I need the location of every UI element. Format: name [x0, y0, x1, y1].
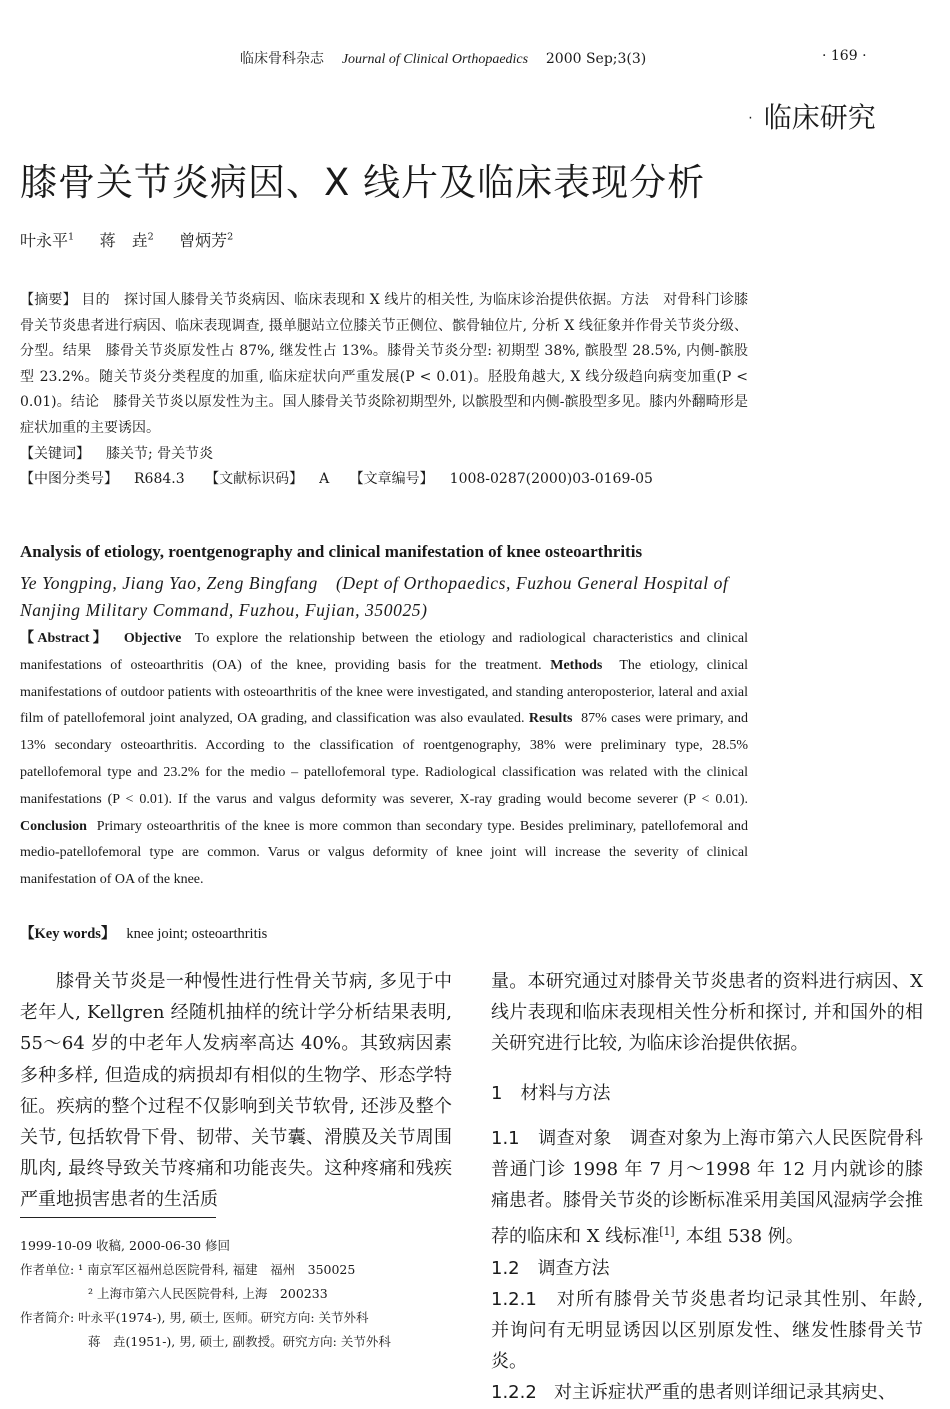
author-affiliation-mark: 2: [147, 231, 154, 243]
abstract-cn: [20, 288, 748, 493]
keywords-en-label: 【Key words】: [20, 926, 116, 942]
classification-line: [20, 467, 748, 493]
author-name: 蒋 垚: [99, 231, 148, 250]
subsection-number: 1.2.1: [491, 1288, 537, 1310]
abstract-cn-label: 【摘要】: [20, 292, 77, 308]
methods-label: Methods: [550, 657, 603, 673]
keywords-en: [20, 922, 267, 943]
subsection-text-end: , 本组 538 例。: [674, 1226, 804, 1248]
objective-text: To explore the relationship between the etiology and radiological characteristics and clinical manifestations of osteoarthritis (OA) of the knee, providing basis for the treatment.: [20, 631, 749, 673]
subsection-heading: 1.1 调查对象: [491, 1127, 612, 1149]
footnotes: [20, 1234, 460, 1354]
journal-citation: [240, 48, 646, 68]
author-list: [20, 228, 233, 251]
abstract-en: [20, 626, 748, 894]
journal-name-cn: 临床骨科杂志: [240, 51, 324, 67]
doc-code-value: A: [319, 471, 330, 488]
keywords-cn: [20, 442, 748, 468]
author-unit: ² 上海市第六人民医院骨科, 上海 200233: [88, 1286, 328, 1301]
subsection-1-1: [491, 1123, 923, 1253]
results-text: 87% cases were primary, and 13% secondary osteoarthritis. According to the classification of roentgenography, 38% were preliminary type, 28.5% patellofemoral type and 23.2% for the medio – patellofemoral type. Radiological classification was related with the clinical manifestations (P < 0.01). If the varus and valgus deformity was severer, X-ray grading would become severer (P < 0.01).: [20, 711, 749, 807]
article-id-label: 【文章编号】: [349, 471, 434, 488]
citation-ref: [1]: [659, 1225, 675, 1239]
author-affiliation-mark: 1: [68, 231, 75, 243]
keywords-en-text: knee joint; osteoarthritis: [126, 926, 268, 942]
paper-title: 膝骨关节炎病因、X 线片及临床表现分析: [20, 161, 706, 204]
conclusion-text: Primary osteoarthritis of the knee is more common than secondary type. Besides preliminary, patellofemoral and medio-patellofemoral type are common. Varus or valgus deformity of knee joint will increase the severity of clinical manifestation of OA of the knee.: [20, 818, 748, 888]
body-right-column: [491, 966, 923, 1409]
page-number: · 169 ·: [822, 48, 867, 64]
subsection-heading: 1.2 调查方法: [491, 1257, 610, 1279]
keywords-cn-label: 【关键词】: [20, 445, 90, 462]
subsection-text: 对主诉症状严重的患者则详细记录其病史、: [553, 1382, 896, 1404]
running-header: [0, 48, 950, 72]
author-unit: 作者单位: ¹ 南京军区福州总医院骨科, 福建 福州 350025: [20, 1262, 356, 1277]
methods-text: The etiology, clinical manifestations of outdoor patients with osteoarthritis of the knee were investigated, and standing anteroposterior, lateral and axial film of patellofemoral joint analyzed, OA grading, and classification was also evaulated.: [20, 657, 749, 727]
author-name: 曾炳芳: [179, 231, 228, 250]
subsection-text: 调查对象为上海市第六人民医院骨科普通门诊 1998 年 7 月～1998 年 12 月内就诊的膝痛患者。膝骨关节炎的诊断标准采用美国风湿病学会推荐的临床和 X 线标准: [491, 1127, 924, 1248]
section-heading: 1 材料与方法: [491, 1082, 611, 1104]
intro-paragraph-continued: 量。本研究通过对膝骨关节炎患者的资料进行病因、X 线片表现和临床表现相关性分析和探讨, 并和国外的相关研究进行比较, 为临床诊治提供依据。: [491, 971, 923, 1055]
journal-name-en: Journal of Clinical Orthopaedics: [341, 52, 529, 67]
abstract-cn-body: [20, 288, 748, 442]
subsection-text: 对所有膝骨关节炎患者均记录其性别、年龄, 并询问有无明显诱因以区别原发性、继发性膝骨关节炎。: [491, 1288, 923, 1373]
footnote-divider: [20, 1217, 216, 1218]
received-date: 1999-10-09 收稿, 2000-06-30 修回: [20, 1238, 231, 1253]
abstract-en-label: 【Abstract】: [20, 631, 111, 646]
results-label: Results: [528, 711, 573, 727]
abstract-cn-text: 目的 探讨国人膝骨关节炎病因、临床表现和 X 线片的相关性, 为临床诊治提供依据。方法 对骨科门诊膝骨关节炎患者进行病因、临床表现调查, 摄单腿站立位膝关节正侧位、髌骨轴位片, 分析 X 线征象并作骨关节炎分级、分型。结果 膝骨关节炎原发性占 87%, 继发性占 13%。膝骨关节炎分型: 初期型 38%, 髌股型 28.5%, 内侧-髌股型 23.2%。随关节炎分类程度的加重, 临床症状向严重发展(P < 0.01)。胫股角越大, X 线分级趋向病变加重(P < 0.01)。结论 膝骨关节炎以原发性为主。国人膝骨关节炎除初期型外, 以髌股型和内侧-髌股型多见。膝内外翻畸形是症状加重的主要诱因。: [20, 292, 749, 436]
article-id-value: 1008-0287(2000)03-0169-05: [449, 471, 653, 488]
objective-label: Objective: [123, 631, 182, 646]
intro-paragraph: 膝骨关节炎是一种慢性进行性骨关节病, 多见于中老年人, Kellgren 经随机抽样的统计学分析结果表明, 55～64 岁的中老年人发病率高达 40%。其致病因素多种多样, 但造成的病损却有相似的生物学、形态学特征。疾病的整个过程不仅影响到关节软骨, 还涉及整个关节, 包括软骨下骨、韧带、关节囊、滑膜及关节周围肌肉, 最终导致关节疼痛和功能丧失。这种疼痛和残疾严重地损害患者的生活质: [20, 971, 452, 1211]
keywords-cn-text: 膝关节; 骨关节炎: [106, 445, 214, 462]
author-bio: 蒋 垚(1951-), 男, 硕士, 副教授。研究方向: 关节外科: [88, 1334, 391, 1349]
journal-issue: 2000 Sep;3(3): [545, 51, 647, 67]
doc-code-label: 【文献标识码】: [205, 471, 304, 488]
subsection-number: 1.2.2: [491, 1382, 537, 1404]
author-name: 叶永平: [20, 231, 69, 250]
section-tag: · 临床研究: [746, 101, 876, 134]
clc-value: R684.3: [134, 471, 185, 488]
english-title: Analysis of etiology, roentgenography and clinical manifestation of knee osteoarthritis: [20, 542, 643, 561]
author-bio: 作者简介: 叶永平(1974-), 男, 硕士, 医师。研究方向: 关节外科: [20, 1310, 369, 1325]
author-affiliation-mark: 2: [227, 231, 234, 243]
subsection-1-2-1: [491, 1284, 923, 1378]
body-left-column: [20, 966, 452, 1216]
english-authors-affiliation: Ye Yongping, Jiang Yao, Zeng Bingfang (Dept of Orthopaedics, Fuzhou General Hospital of Nanjing Military Command, Fuzhou, Fujian, 350025): [20, 573, 729, 620]
clc-label: 【中图分类号】: [20, 471, 118, 488]
conclusion-label: Conclusion: [20, 818, 87, 834]
